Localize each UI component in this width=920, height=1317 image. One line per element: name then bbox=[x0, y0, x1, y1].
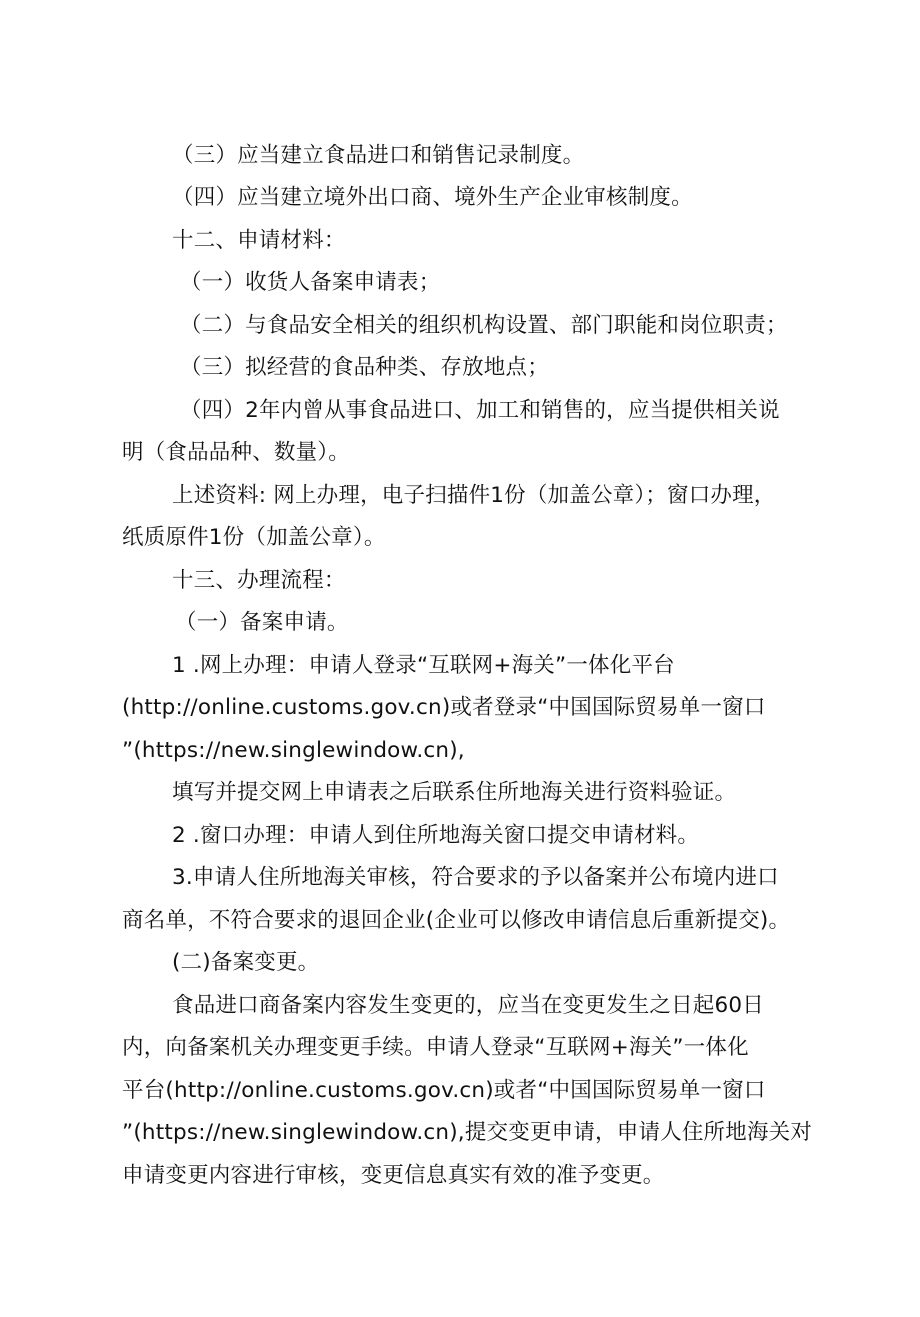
text-line: 2 .窗口办理：申请人到住所地海关窗口提交申请材料。 bbox=[172, 823, 700, 848]
section-heading: 十三、办理流程： bbox=[172, 568, 346, 593]
text-line: 填写并提交网上申请表之后联系住所地海关进行资料验证。 bbox=[172, 780, 737, 805]
text-line: ”(https://new.singlewindow.cn), bbox=[122, 738, 465, 763]
text-line: 内，向备案机关办理变更手续。申请人登录“互联网+海关”一体化 bbox=[122, 1035, 749, 1060]
text-line: 平台(http://online.customs.gov.cn)或者“中国国际贸易单一窗口 bbox=[122, 1078, 766, 1103]
text-line: （二）与食品安全相关的组织机构设置、部门职能和岗位职责； bbox=[180, 313, 788, 338]
text-line: (二)备案变更。 bbox=[172, 950, 320, 975]
text-line: 商名单，不符合要求的退回企业(企业可以修改申请信息后重新提交)。 bbox=[122, 908, 791, 933]
text-line: （一）备案申请。 bbox=[175, 610, 349, 635]
text-line: 明（食品品种、数量）。 bbox=[122, 440, 350, 465]
text-line: (http://online.customs.gov.cn)或者登录“中国国际贸易单一窗口 bbox=[122, 695, 766, 720]
text-line: （四）2年内曾从事食品进口、加工和销售的，应当提供相关说 bbox=[180, 398, 780, 423]
text-line: 纸质原件1份（加盖公章）。 bbox=[122, 525, 386, 550]
text-line: ”(https://new.singlewindow.cn),提交变更申请，申请人住所地海关对 bbox=[122, 1120, 813, 1145]
text-line: 食品进口商备案内容发生变更的，应当在变更发生之日起60日 bbox=[172, 993, 764, 1018]
text-line: 上述资料: 网上办理，电子扫描件1份（加盖公章）；窗口办理， bbox=[172, 483, 776, 508]
text-line: 3.申请人住所地海关审核，符合要求的予以备案并公布境内进口 bbox=[172, 865, 779, 890]
text-line: （三）拟经营的食品种类、存放地点； bbox=[180, 355, 549, 380]
text-line: 1 .网上办理：申请人登录“互联网+海关”一体化平台 bbox=[172, 653, 675, 678]
text-line: （四）应当建立境外出口商、境外生产企业审核制度。 bbox=[172, 185, 693, 210]
text-line: （一）收货人备案申请表； bbox=[180, 270, 441, 295]
section-heading: 十二、申请材料： bbox=[172, 228, 346, 253]
text-line: 申请变更内容进行审核，变更信息真实有效的准予变更。 bbox=[122, 1163, 665, 1188]
text-line: （三）应当建立食品进口和销售记录制度。 bbox=[172, 143, 585, 168]
